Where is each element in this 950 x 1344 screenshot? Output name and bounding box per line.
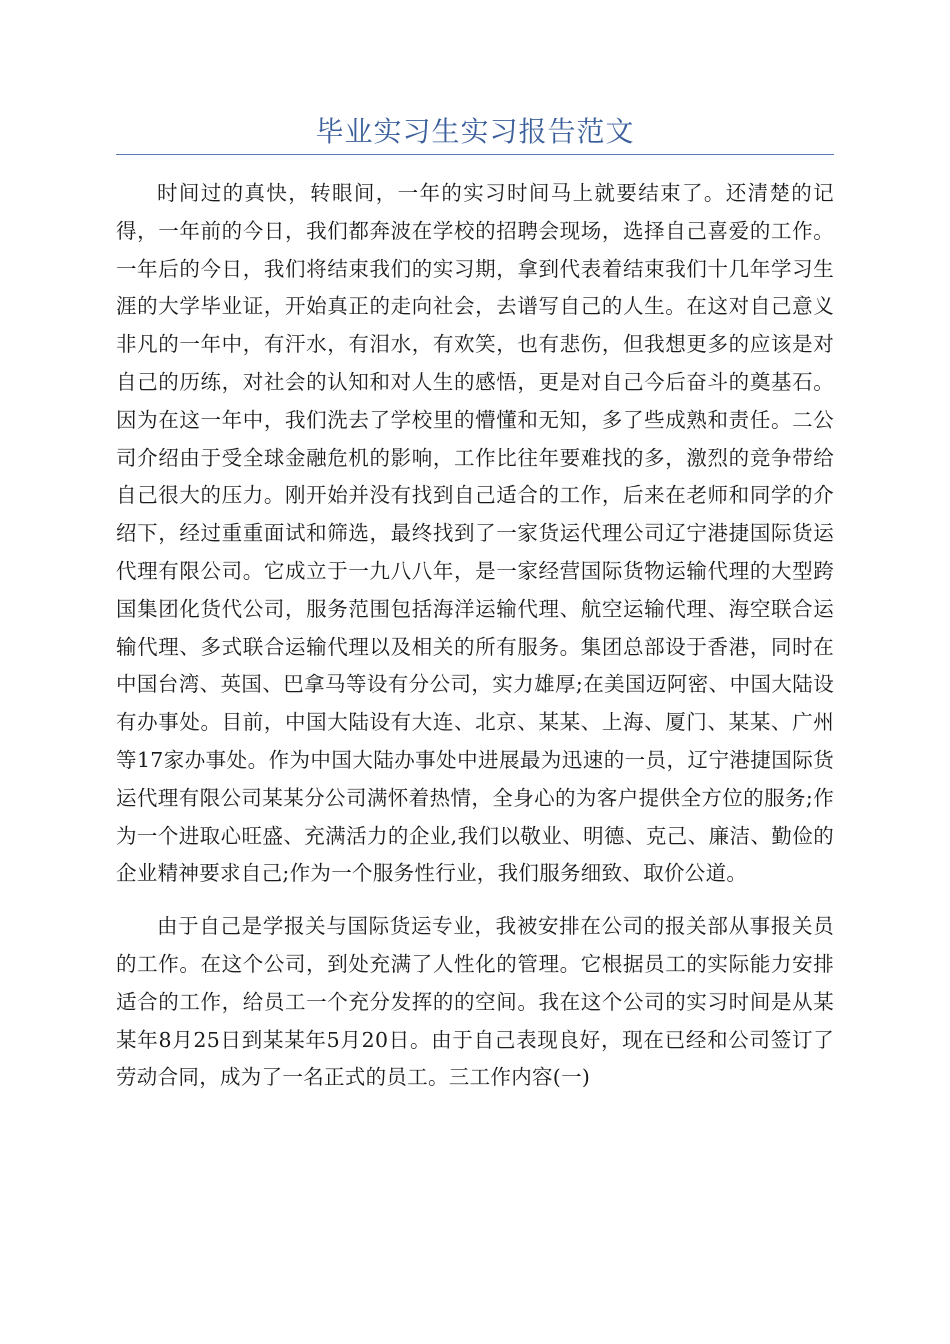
paragraph-1: 时间过的真快，转眼间，一年的实习时间马上就要结束了。还清楚的记得，一年前的今日，我们都奔波在学校的招聘会现场，选择自己喜爱的工作。一年后的今日，我们将结束我们的实习期，拿到代表着结束我们十几年学习生涯的大学毕业证，开始真正的走向社会，去谱写自己的人生。在这对自己意义非凡的一年中，有汗水，有泪水，有欢笑，也有悲伤，但我想更多的应该是对自己的历练，对社会的认知和对人生的感悟，更是对自己今后奋斗的奠基石。因为在这一年中，我们洗去了学校里的懵懂和无知，多了些成熟和责任。二公司介绍由于受全球金融危机的影响，工作比往年要难找的多，激烈的竞争带给自己很大的压力。刚开始并没有找到自己适合的工作，后来在老师和同学的介绍下，经过重重面试和筛选，最终找到了一家货运代理公司辽宁港捷国际货运代理有限公司。它成立于一九八八年，是一家经营国际货物运输代理的大型跨国集团化货代公司，服务范围包括海洋运输代理、航空运输代理、海空联合运输代理、多式联合运输代理以及相关的所有服务。集团总部设于香港，同时在中国台湾、英国、巴拿马等设有分公司，实力雄厚;在美国迈阿密、中国大陆设有办事处。目前，中国大陆设有大连、北京、某某、上海、厦门、某某、广州等17家办事处。作为中国大陆办事处中进展最为迅速的一员，辽宁港捷国际货运代理有限公司某某分公司满怀着热情，全身心的为客户提供全方位的服务;作为一个进取心旺盛、充满活力的企业,我们以敬业、明德、克己、廉洁、勤俭的企业精神要求自己;作为一个服务性行业，我们服务细致、取价公道。 [116, 181, 834, 886]
document-title: 毕业实习生实习报告范文 [315, 115, 635, 148]
title-underline [116, 154, 834, 155]
document-body [116, 175, 834, 1097]
paragraph-2: 由于自己是学报关与国际货运专业，我被安排在公司的报关部从事报关员的工作。在这个公司，到处充满了人性化的管理。它根据员工的实际能力安排适合的工作，给员工一个充分发挥的的空间。我在这个公司的实习时间是从某某年8月25日到某某年5月20日。由于自己表现良好，现在已经和公司签订了劳动合同，成为了一名正式的员工。三工作内容(一) [116, 914, 834, 1090]
